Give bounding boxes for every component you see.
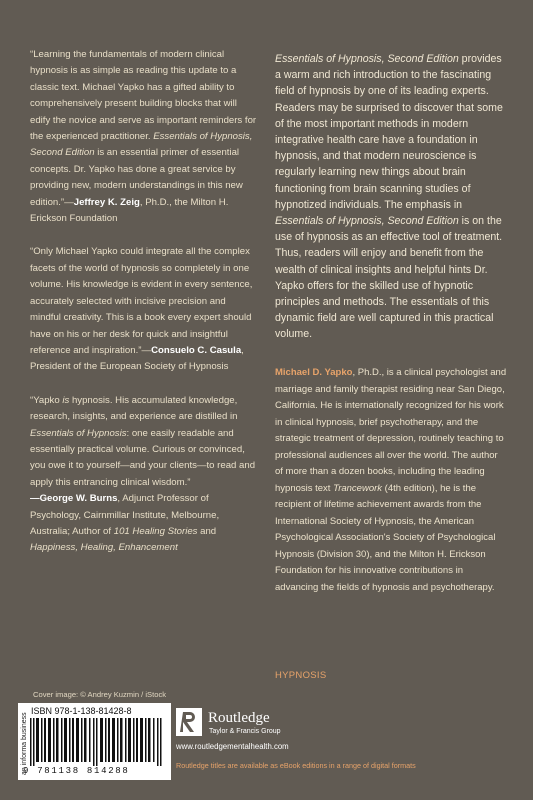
publisher-logo	[176, 708, 326, 738]
barcode-icon	[30, 718, 164, 766]
author-name: Michael D. Yapko	[275, 367, 353, 378]
subject-category: HYPNOSIS	[275, 670, 327, 681]
barcode-box	[18, 703, 171, 780]
publisher-name: Routledge	[208, 710, 270, 726]
endorser-name: Consuelo C. Casula	[151, 344, 242, 356]
cover-credit: Cover image: © Andrey Kuzmin / iStock	[33, 690, 167, 699]
informa-tag: an informa business	[21, 712, 28, 775]
endorsement-zeig: “Learning the fundamentals of modern clinical hypnosis is as simple as reading this update to a classic text. Michael Yapko has a gifted ability to comprehensively present building blocks that will edify the novice and serve as important reminders for the experienced practitioner. Essentials of Hypnosis, Second Edition is an essential primer of essential concepts. Dr. Yapko has done a great service by providing new, modern understandings in this new edition.”—Jeffrey K. Zeig, Ph.D., the Milton H. Erickson Foundation	[30, 49, 257, 225]
endorser-name: Jeffrey K. Zeig	[73, 196, 140, 208]
publisher-url: www.routledgementalhealth.com	[176, 742, 289, 751]
publisher-group: Taylor & Francis Group	[209, 728, 281, 735]
barcode-digits: 9 781138 814288	[23, 766, 130, 776]
isbn: ISBN 978-1-138-81428-8	[31, 706, 132, 716]
ebook-note: Routledge titles are available as eBook editions in a range of digital formats	[176, 761, 416, 770]
endorsements-column	[30, 47, 258, 574]
endorser-name: —George W. Burns	[30, 493, 118, 505]
endorsement-burns: “Yapko is hypnosis. His accumulated knowledge, research, insights, and experience are distilled in Essentials of Hypnosis: one easily readable and essentially practical volume. Curious or convinced, you owe it to yourself—and your clients—to read and apply this entrancing clinical wisdom.” —George W. Burns, Adjunct Professor of Psychology, Cairnmillar Institute, Melbourne, Australia; Author of 101 Healing Stories and Happiness, Healing, Enhancement	[30, 394, 256, 554]
author-bio: Michael D. Yapko, Ph.D., is a clinical psychologist and marriage and family therapist residing near San Diego, California. He is internationally recognized for his work in clinical hypnosis, brief psychotherapy, and the strategic treatment of depression, routinely teaching to professional audiences all over the world. The author of more than a dozen books, including the leading hypnosis text Trancework (4th edition), he is the recipient of lifetime achievement awards from the International Society of Hypnosis, the American Psychological Association's Society of Psychological Hypnosis (Division 30), and the Milton H. Erickson Foundation for his innovative contributions in advancing the fields of hypnosis and psychotherapy.	[275, 367, 507, 593]
book-description: Essentials of Hypnosis, Second Edition provides a warm and rich introduction to the fascinating field of hypnosis by one of its leading experts. Readers may be surprised to discover that some of the most important methods in modern integrative health care have a foundation in hypnosis, and that modern neuroscience is regularly learning new things about brain functioning from brain scanning studies of hypnotized individuals. The emphasis in Essentials of Hypnosis, Second Edition is on the use of hypnosis as an effective tool of treatment. Thus, readers will enjoy and benefit from the wealth of clinical insights and helpful hints Dr. Yapko offers for the skilled use of hypnotic principles and methods. The essentials of this dynamic field are well captured in this practical volume.	[275, 53, 503, 341]
endorsement-casula: “Only Michael Yapko could integrate all the complex facets of the world of hypnosis so completely in one volume. His knowledge is evident in every sentence, accurately selected with incisive precision and mindful creativity. This is a book every expert should have on his or her desk for quick and insightful reference and inspiration.”—Consuelo C. Casula, President of the European Society of Hypnosis	[30, 246, 253, 373]
book-title: Essentials of Hypnosis, Second Edition	[275, 53, 459, 65]
routledge-logo-icon	[176, 708, 202, 736]
